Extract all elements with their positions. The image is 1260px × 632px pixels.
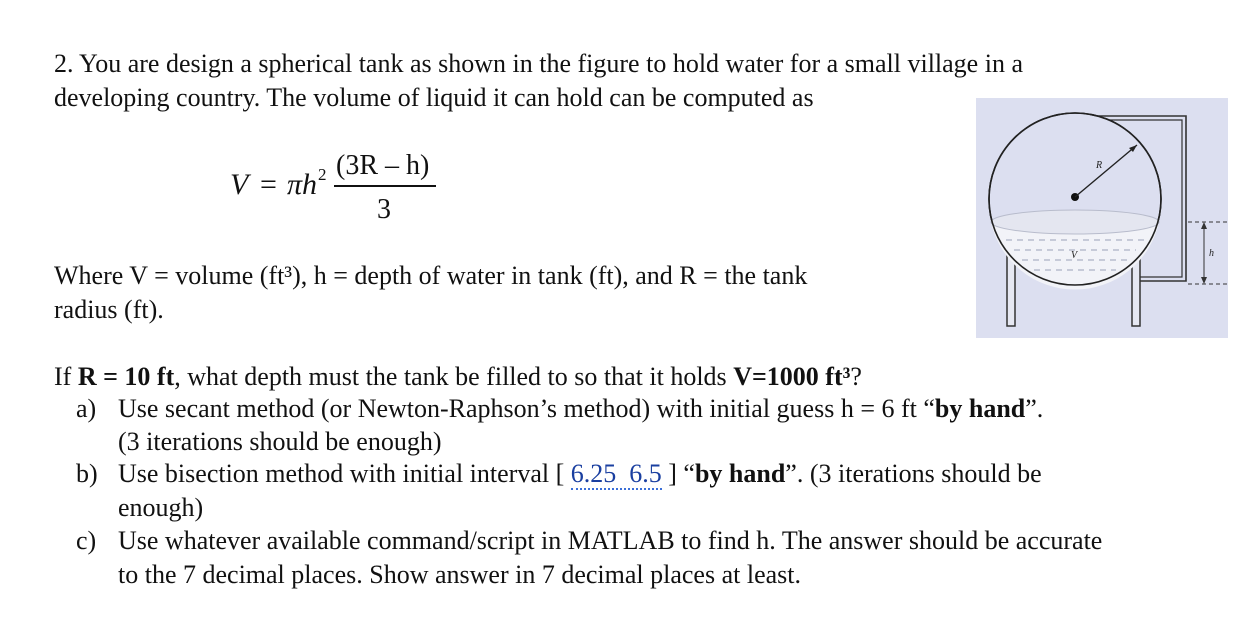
spherical-tank-figure — [976, 98, 1228, 338]
item-a-line-1 — [118, 393, 1043, 425]
item-a-line-2: (3 iterations should be enough) — [118, 427, 442, 456]
question-v-value: V=1000 ft³ — [733, 362, 851, 391]
question-line — [54, 361, 862, 393]
item-a-bold: by hand — [934, 394, 1026, 423]
item-b-label: b) — [76, 459, 98, 488]
tank-diagram — [976, 98, 1228, 338]
where-line-2: radius (ft). — [54, 295, 164, 324]
formula-exponent: 2 — [318, 165, 327, 184]
formula-lhs: V — [230, 168, 249, 201]
question-r-value: R = 10 ft — [77, 362, 175, 391]
formula-pi-h: πh — [287, 168, 318, 201]
item-a-label: a) — [76, 394, 97, 423]
item-a-post: ”. — [1025, 394, 1044, 423]
formula-denominator: 3 — [377, 194, 391, 225]
interval-link[interactable]: 6.25 6.5 — [570, 459, 662, 488]
where-line-1: Where V = volume (ft³), h = depth of water in tank (ft), and R = the tank — [54, 261, 808, 290]
item-a-text: Use secant method (or Newton-Raphson’s method) with initial guess h = 6 ft “ — [118, 394, 935, 423]
formula-numerator: (3R – h) — [336, 150, 430, 181]
item-b-text: Use bisection method with initial interval [ — [118, 459, 571, 488]
question-middle: , what depth must the tank be filled to so that it holds — [174, 362, 734, 391]
item-b-line-1 — [118, 458, 1042, 490]
label-r: R — [1096, 160, 1103, 171]
question-prefix: If — [54, 362, 78, 391]
intro-line-1: 2. You are design a spherical tank as shown in the figure to hold water for a small village in a — [54, 49, 1023, 78]
label-v: V — [1071, 250, 1078, 261]
formula-equals: = — [260, 168, 277, 201]
item-c-line-2: to the 7 decimal places. Show answer in 7 decimal places at least. — [118, 560, 801, 589]
item-c-line-1: Use whatever available command/script in MATLAB to find h. The answer should be accurate — [118, 526, 1103, 555]
item-b-mid: ] “ — [661, 459, 695, 488]
item-c-label: c) — [76, 526, 97, 555]
water-surface — [991, 210, 1159, 234]
item-b-line-2: enough) — [118, 493, 204, 522]
item-b-bold: by hand — [694, 459, 786, 488]
intro-line-2: developing country. The volume of liquid it can hold can be computed as — [54, 83, 814, 112]
item-b-post: ”. (3 iterations should be — [785, 459, 1042, 488]
question-suffix: ? — [850, 362, 862, 391]
fraction-bar — [334, 185, 436, 187]
label-h: h — [1209, 248, 1214, 259]
